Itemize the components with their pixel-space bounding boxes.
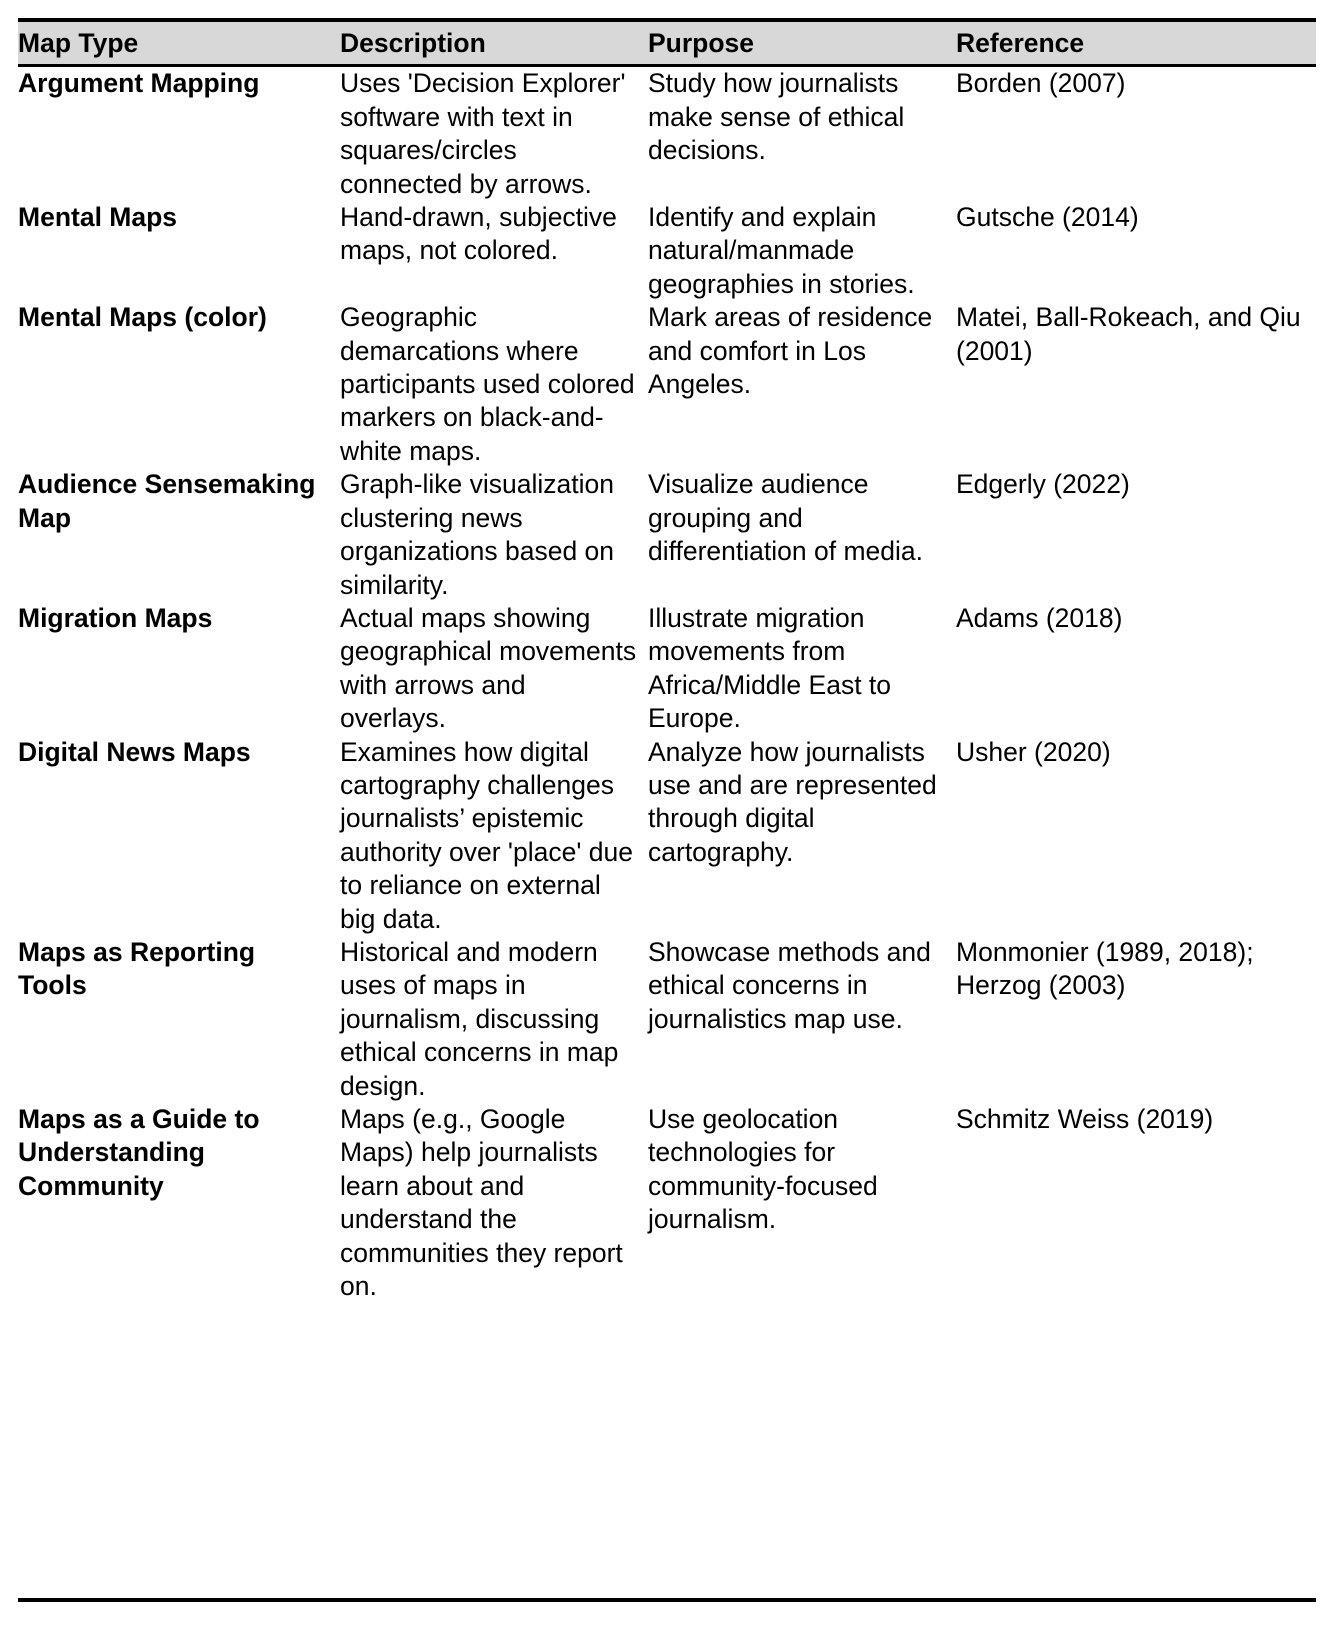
cell-purpose: Use geolocation technologies for community-focused journalism. [648,1104,878,1235]
map-type-table [18,18,1316,1305]
cell-purpose: Analyze how journalists use and are represented through digital cartography. [648,736,937,867]
cell-reference: Usher (2020) [956,736,1111,767]
cell-reference: Borden (2007) [956,68,1126,99]
cell-description: Geographic demarcations where participants used colored markers on black-and-white maps. [340,302,635,466]
cell-reference: Matei, Ball-Rokeach, and Qiu (2001) [956,302,1301,366]
cell-purpose: Identify and explain natural/manmade geographies in stories. [648,202,915,299]
cell-reference: Monmonier (1989, 2018); Herzog (2003) [956,936,1254,1001]
table-row [18,602,1316,736]
table-row [18,201,1316,301]
table-body [18,66,1316,1306]
column-header-purpose: Purpose [648,20,956,66]
map-type-table-container [18,18,1316,1305]
table-bottom-rule [18,1598,1316,1602]
table-row [18,936,1316,1103]
column-header-reference: Reference [956,20,1316,66]
column-header-description: Description [340,20,648,66]
cell-reference: Edgerly (2022) [956,469,1130,500]
table-row [18,66,1316,201]
table-header [18,20,1316,66]
table-row [18,468,1316,602]
column-header-map-type: Map Type [18,20,340,66]
table-header-row [18,20,1316,66]
table-row [18,301,1316,468]
cell-description: Actual maps showing geographical movements with arrows and overlays. [340,602,637,734]
cell-description: Maps (e.g., Google Maps) help journalists learn about and understand the communities they report on. [340,1104,623,1302]
cell-description: Historical and modern uses of maps in journalism, discussing ethical concerns in map design. [340,936,619,1101]
cell-description: Hand-drawn, subjective maps, not colored. [340,202,617,266]
cell-map_type: Mental Maps [18,202,178,233]
cell-map_type: Maps as a Guide to Understanding Community [18,1104,260,1201]
table-row [18,1103,1316,1305]
cell-map_type: Mental Maps (color) [18,302,267,333]
cell-reference: Gutsche (2014) [956,202,1139,233]
cell-reference: Adams (2018) [956,602,1123,633]
cell-reference: Schmitz Weiss (2019) [956,1104,1214,1134]
cell-map_type: Audience Sensemaking Map [18,469,316,533]
cell-purpose: Mark areas of residence and comfort in Los Angeles. [648,302,933,400]
cell-map_type: Argument Mapping [18,68,260,99]
cell-map_type: Migration Maps [18,602,213,633]
cell-description: Graph-like visualization clustering news organizations based on similarity. [340,469,615,600]
cell-purpose: Visualize audience grouping and differentiation of media. [648,469,923,567]
cell-map_type: Maps as Reporting Tools [18,936,256,1001]
cell-purpose: Study how journalists make sense of ethical decisions. [648,68,905,166]
cell-description: Examines how digital cartography challenges journalists’ epistemic authority over 'place' due to reliance on external big data. [340,736,633,934]
cell-purpose: Showcase methods and ethical concerns in journalistics map use. [648,936,931,1034]
cell-map_type: Digital News Maps [18,736,251,767]
table-row [18,736,1316,936]
cell-purpose: Illustrate migration movements from Africa/Middle East to Europe. [648,602,892,734]
cell-description: Uses 'Decision Explorer' software with text in squares/circles connected by arrows. [340,68,626,199]
